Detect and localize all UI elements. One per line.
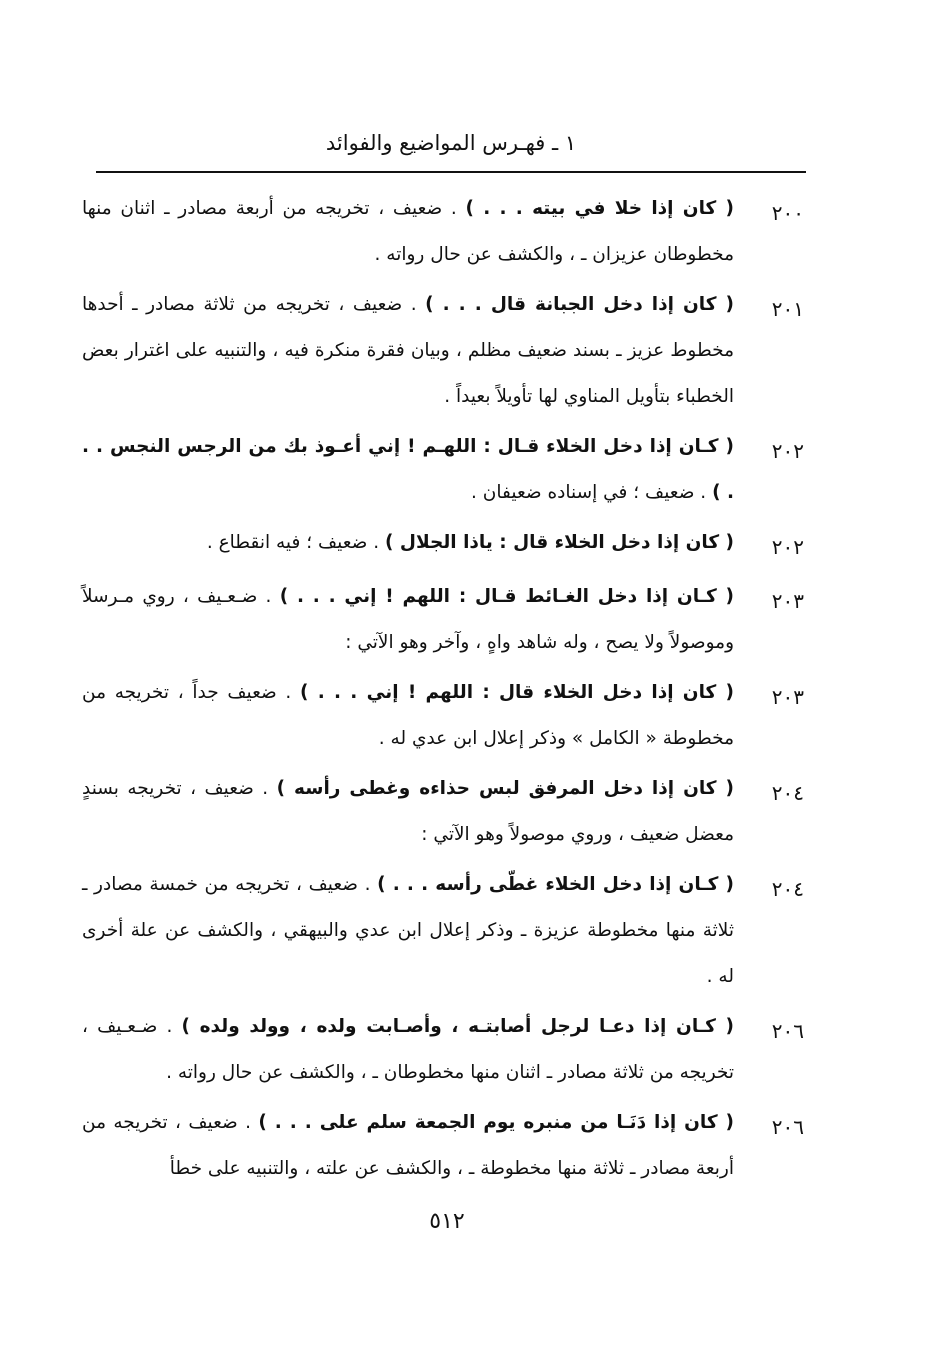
entry-description: . ضـعـيف ، روي مـرسلاً وموصولاً ولا يصح ، وله شاهد واهٍ ، وآخر وهو الآتي : bbox=[82, 586, 734, 653]
page-number: ٥١٢ bbox=[429, 1209, 465, 1234]
entry-description: . ضـعـيف ، تخريجه من ثلاثة مصادر ـ اثنان منها مخطوطان ـ ، والكشف عن حال رواته . bbox=[82, 1016, 734, 1083]
index-entry bbox=[82, 574, 804, 666]
index-entry bbox=[82, 424, 804, 516]
hadith-title: ( كان إذا دَنَـا من منبره يوم الجمعة سلم على . . . ) bbox=[258, 1112, 735, 1133]
index-entry bbox=[82, 862, 804, 1000]
header-divider bbox=[96, 171, 806, 173]
entry-description: . ضعيف ، تخريجه بسندٍ معضل ضعيف ، وروي موصولاً وهو الآتي : bbox=[82, 778, 734, 845]
entry-text bbox=[82, 670, 734, 762]
entry-description: . ضعيف ، تخريجه من ثلاثة مصادر ـ أحدها مخطوط عزيز ـ بسند ضعيف مظلم ، وبيان فقرة منكرة فيه ، والتنبيه على اغترار بعض الخطباء بتأويل المناوي لها تأويلاً بعيداً . bbox=[82, 294, 734, 407]
index-entries bbox=[82, 186, 804, 1196]
hadith-title: ( كـان إذا دخل الخلاء قـال : اللهـم ! إني أعـوذ بك من الرجس النجس . . . ) bbox=[82, 436, 734, 503]
hadith-title: ( كان إذا دخل المرفق لبس حذاءه وغطى رأسه ) bbox=[276, 778, 735, 799]
entry-page-number: ٢٠٤ bbox=[771, 781, 804, 805]
entry-text bbox=[82, 574, 734, 666]
hadith-title: ( كـان إذا دخل الغـائط قـال : اللهم ! إني . . . ) bbox=[279, 586, 734, 607]
entry-page-number: ٢٠٢ bbox=[771, 439, 804, 463]
index-entry bbox=[82, 186, 804, 278]
entry-text bbox=[82, 282, 734, 420]
entry-description: . ضعيف ، تخريجه من خمسة مصادر ـ ثلاثة منها مخطوطة عزيزة ـ وذكر إعلال ابن عدي والبيهقي ، والكشف عن علة أخرى له . bbox=[82, 874, 734, 987]
entry-page-number: ٢٠٤ bbox=[771, 877, 804, 901]
entry-text bbox=[82, 1100, 734, 1192]
entry-page-number: ٢٠٦ bbox=[771, 1115, 804, 1139]
entry-page-number: ٢٠٣ bbox=[771, 589, 804, 613]
index-entry bbox=[82, 670, 804, 762]
index-entry bbox=[82, 520, 804, 570]
hadith-title: ( كان إذا دخل الجبانة قال . . . ) bbox=[425, 294, 734, 315]
entry-text bbox=[82, 186, 734, 278]
index-entry bbox=[82, 282, 804, 420]
hadith-title: ( كـان إذا دعـا لرجل أصابتـه ، وأصـابت ولده ، وولد ولده ) bbox=[181, 1016, 734, 1037]
entry-text bbox=[82, 1004, 734, 1096]
entry-page-number: ٢٠٦ bbox=[771, 1019, 804, 1043]
hadith-title: ( كان إذا دخل الخلاء قال : اللهم ! إني . . . ) bbox=[300, 682, 734, 703]
entry-page-number: ٢٠٠ bbox=[771, 201, 804, 225]
entry-description: . ضعيف ، تخريجه من أربعة مصادر ـ اثنان منها مخطوطان عزيزان ـ ، والكشف عن حال رواته . bbox=[82, 198, 734, 265]
entry-page-number: ٢٠٢ bbox=[771, 535, 804, 559]
entry-page-number: ٢٠٣ bbox=[771, 685, 804, 709]
running-header: ١ ـ فهـرس المواضيع والفوائد bbox=[325, 131, 577, 155]
entry-description: . ضعيف ؛ فيه انقطاع . bbox=[206, 532, 386, 553]
entry-description: . ضعيف جداً ، تخريجه من مخطوطة « الكامل » وذكر إعلال ابن عدي له . bbox=[82, 682, 734, 749]
index-entry bbox=[82, 1100, 804, 1192]
entry-text bbox=[82, 424, 734, 516]
entry-text bbox=[82, 766, 734, 858]
entry-text bbox=[82, 862, 734, 1000]
index-entry bbox=[82, 1004, 804, 1096]
entry-description: . ضعيف ، تخريجه من أربعة مصادر ـ ثلاثة منها مخطوطة ـ ، والكشف عن علته ، والتنبيه على خطأ bbox=[82, 1112, 734, 1179]
entry-page-number: ٢٠١ bbox=[771, 297, 804, 321]
entry-text bbox=[82, 520, 734, 566]
entry-description: . ضعيف ؛ في إسناده ضعيفان . bbox=[471, 482, 713, 503]
hadith-title: ( كان إذا خلا في بيته . . . ) bbox=[465, 198, 734, 219]
hadith-title: ( كـان إذا دخل الخلاء غطّى رأسه . . . ) bbox=[377, 874, 734, 895]
hadith-title: ( كان إذا دخل الخلاء قال : ياذا الجلال ) bbox=[385, 532, 734, 553]
index-entry bbox=[82, 766, 804, 858]
